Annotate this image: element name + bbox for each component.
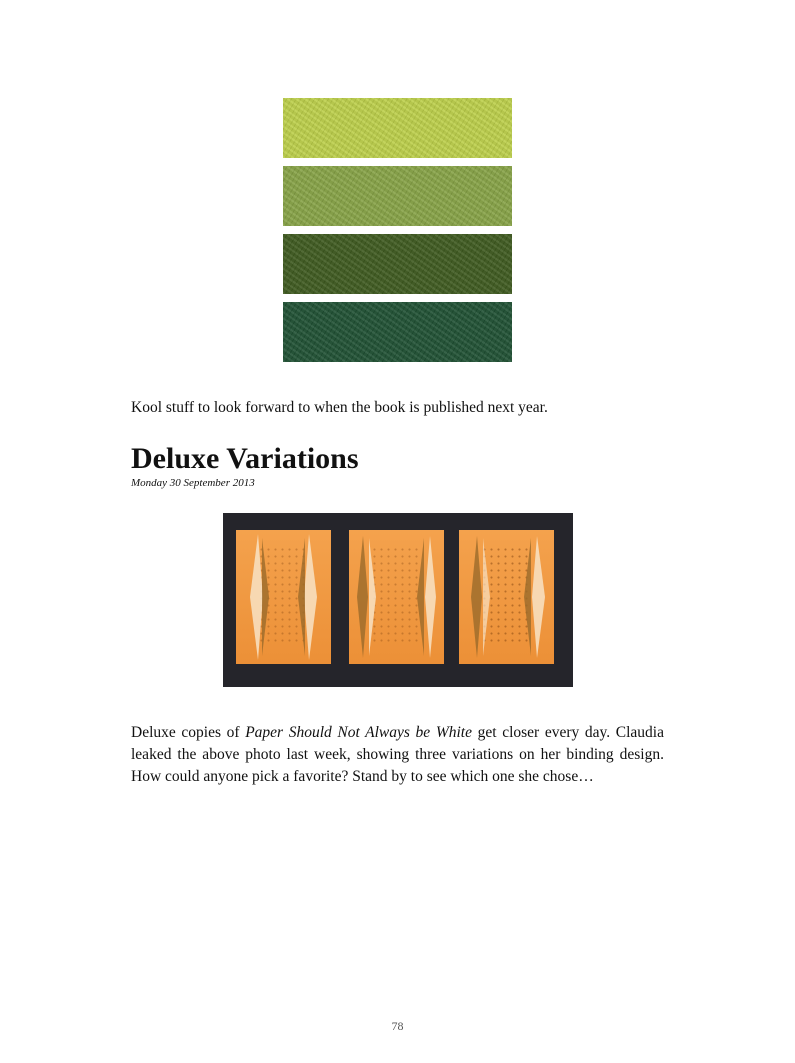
book-cover-3 xyxy=(459,530,554,664)
paper-swatches-image xyxy=(283,98,512,370)
swatch-olive-green xyxy=(283,234,512,294)
post-date: Monday 30 September 2013 xyxy=(131,477,255,489)
swatch-forest-green xyxy=(283,302,512,362)
post-title: Deluxe Variations xyxy=(131,442,359,475)
page-number: 78 xyxy=(391,1019,404,1033)
swatch-light-green xyxy=(283,98,512,158)
book-title-italic: Paper Should Not Always be White xyxy=(245,724,472,741)
post-body xyxy=(131,722,664,788)
post-body-end: get closer every day. Claudia leaked the above photo last week, showing three variations on her binding design. How could anyone pick a favorite? Stand by to see which one she chose… xyxy=(131,724,664,785)
post-body-start: Deluxe copies of xyxy=(131,724,246,741)
swatch-moss-green xyxy=(283,166,512,226)
intro-paragraph: Kool stuff to look forward to when the book is published next year. xyxy=(131,399,548,416)
book-cover-2 xyxy=(349,530,444,664)
book-cover-1 xyxy=(236,530,331,664)
book-covers-photo xyxy=(223,513,573,687)
